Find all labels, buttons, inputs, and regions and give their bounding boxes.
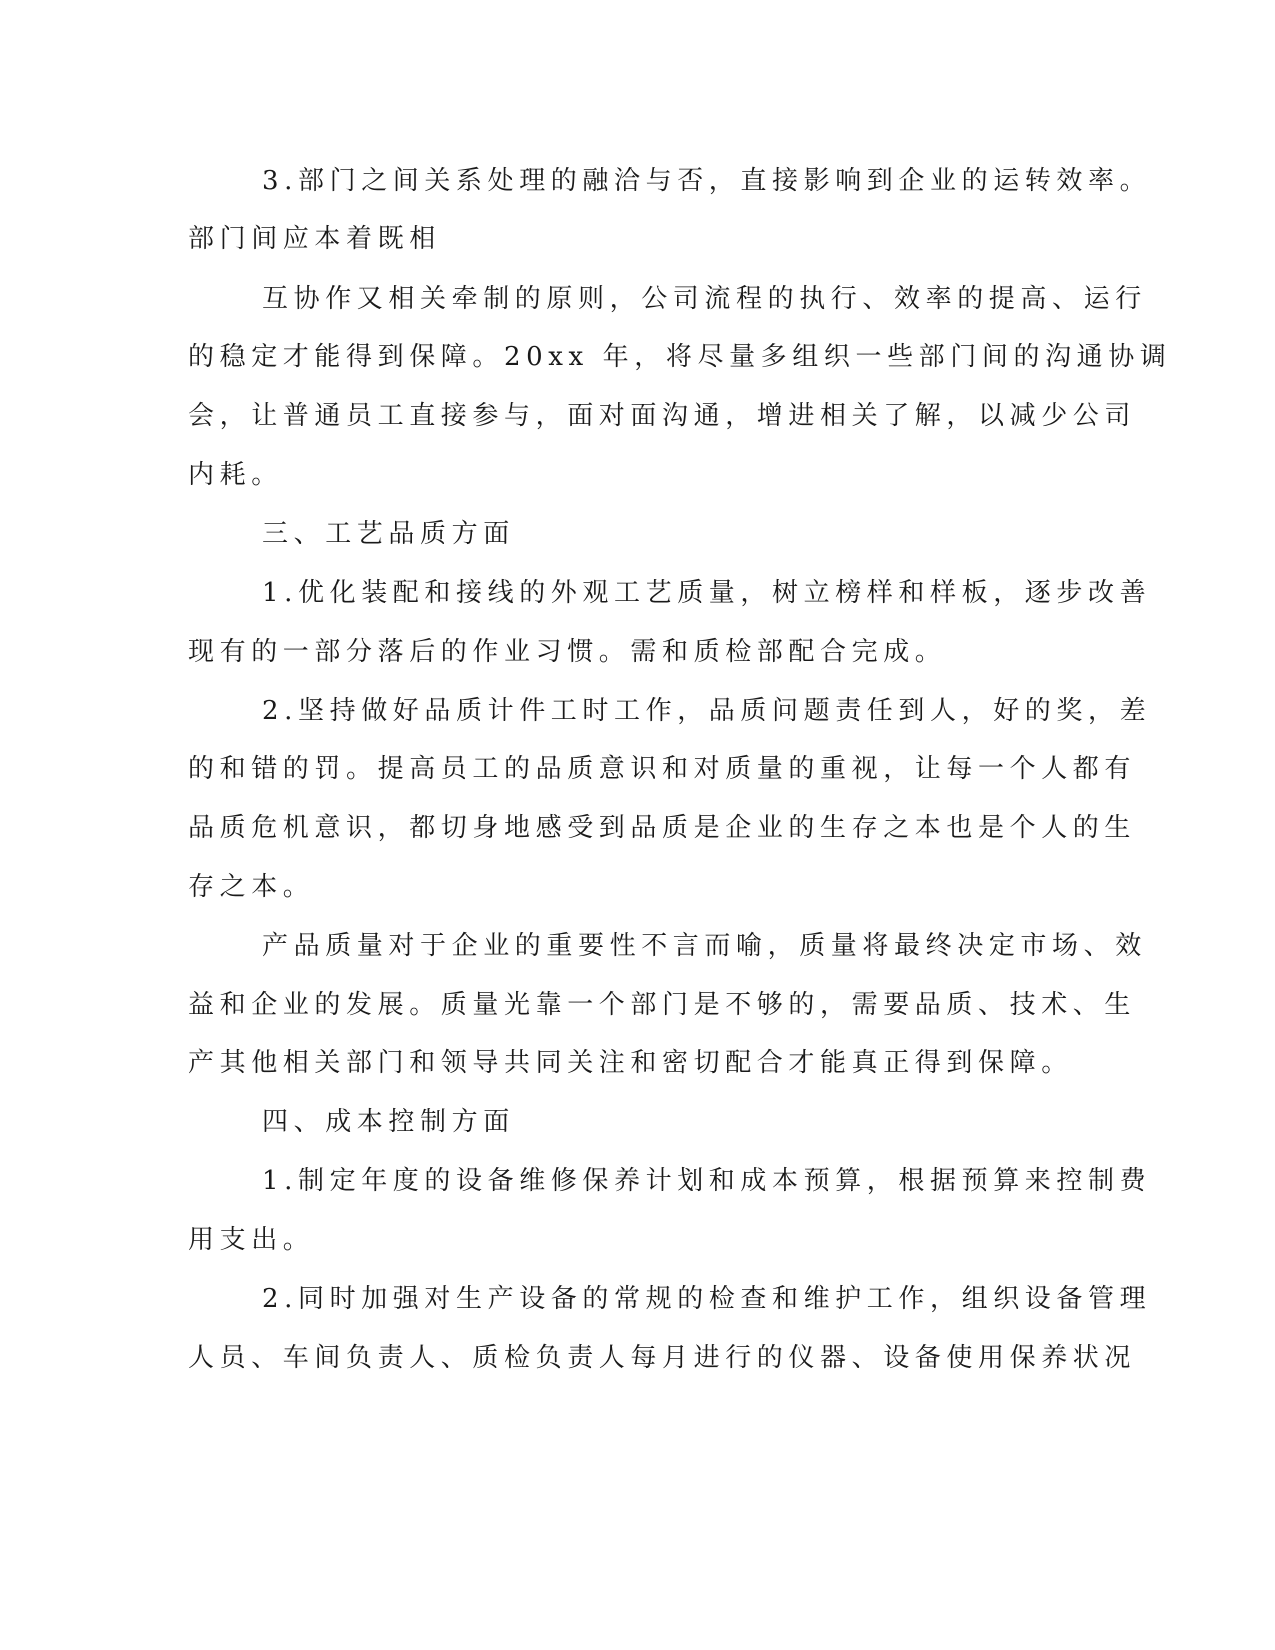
text-line: 2.同时加强对生产设备的常规的检查和维护工作，组织设备管理 xyxy=(262,1284,1152,1314)
text-line: 部门间应本着既相 xyxy=(188,224,441,254)
text-line: 存之本。 xyxy=(188,872,315,902)
text-line: 产其他相关部门和领导共同关注和密切配合才能真正得到保障。 xyxy=(188,1048,1073,1078)
text-line: 用支出。 xyxy=(188,1225,315,1255)
text-line: 会，让普通员工直接参与，面对面沟通，增进相关了解，以减少公司 xyxy=(188,401,1137,431)
text-line: 现有的一部分落后的作业习惯。需和质检部配合完成。 xyxy=(188,637,947,667)
text-line: 3.部门之间关系处理的融洽与否，直接影响到企业的运转效率。 xyxy=(262,166,1152,196)
text-line: 品质危机意识，都切身地感受到品质是企业的生存之本也是个人的生 xyxy=(188,813,1137,843)
section-heading: 三、工艺品质方面 xyxy=(262,519,515,549)
text-line: 的稳定才能得到保障。20xx 年，将尽量多组织一些部门间的沟通协调 xyxy=(188,342,1172,372)
section-heading: 四、成本控制方面 xyxy=(262,1107,515,1137)
text-line: 1.制定年度的设备维修保养计划和成本预算，根据预算来控制费 xyxy=(262,1166,1152,1196)
text-line: 内耗。 xyxy=(188,460,283,490)
text-line: 益和企业的发展。质量光靠一个部门是不够的，需要品质、技术、生 xyxy=(188,990,1137,1020)
text-line: 人员、车间负责人、质检负责人每月进行的仪器、设备使用保养状况 xyxy=(188,1343,1137,1373)
text-line: 产品质量对于企业的重要性不言而喻，质量将最终决定市场、效 xyxy=(262,931,1147,961)
text-line: 的和错的罚。提高员工的品质意识和对质量的重视，让每一个人都有 xyxy=(188,754,1137,784)
text-line: 互协作又相关牵制的原则，公司流程的执行、效率的提高、运行 xyxy=(262,284,1147,314)
text-line: 1.优化装配和接线的外观工艺质量，树立榜样和样板，逐步改善 xyxy=(262,578,1152,608)
text-line: 2.坚持做好品质计件工时工作，品质问题责任到人，好的奖，差 xyxy=(262,696,1152,726)
